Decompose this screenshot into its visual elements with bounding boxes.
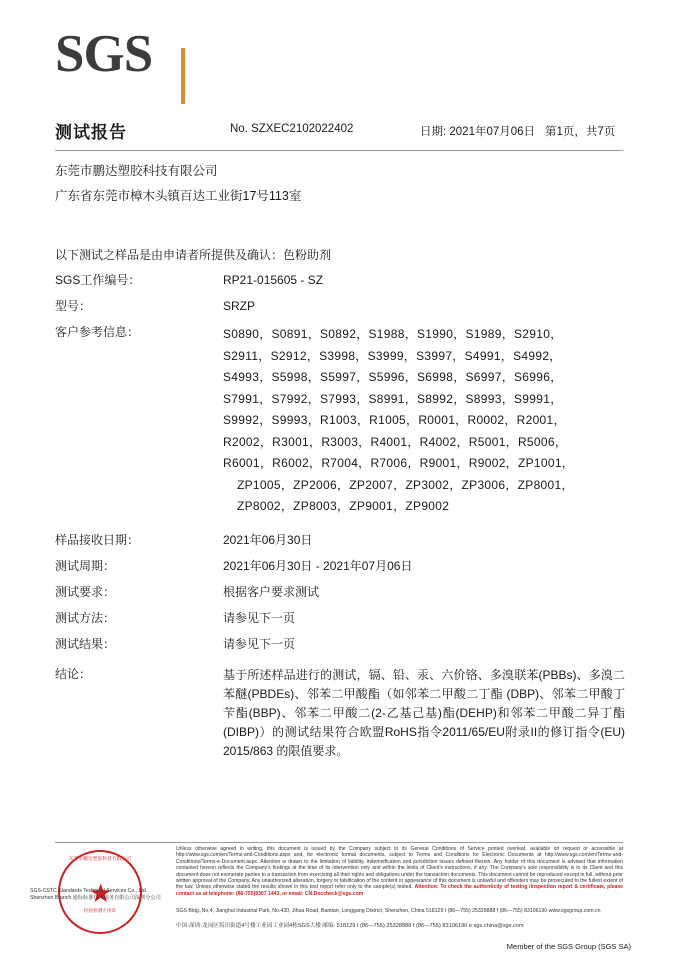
sgs-entity-line-1: SGS-CSTC Standards Technical Services Co., Ltd. (30, 888, 148, 894)
client-ref-line: ZP1005，ZP2006，ZP2007，ZP3002，ZP3006，ZP8001， (237, 477, 574, 492)
page-indicator: 第1页，共7页 (545, 126, 616, 138)
conclusion-text: 基于所述样品进行的测试，镉、铅、汞、六价铬、多溴联苯(PBBs)、多溴二苯醚(PBDEs)、邻苯二甲酸酯（如邻苯二甲酸二丁酯 (DBP)、邻苯二甲酸丁苄酯(BBP)、邻苯二甲酸二(2-乙基己基)酯(DEHP)和邻苯二甲酸二异丁酯(DIBP)）的测试结果符合欧盟RoHS指令2011/65/EU附录II的修订指令(EU) 2015/863 的限值要求。 (223, 667, 625, 758)
report-number: No. SZXEC2102022402 (230, 123, 354, 135)
field-value: SRZP (223, 299, 256, 313)
sgs-group-member-note: Member of the SGS Group (SGS SA) (506, 942, 631, 951)
field-row-model (55, 298, 625, 315)
field-label: SGS工作编号： (55, 273, 141, 287)
star-icon: ★ (89, 878, 113, 908)
field-row-conclusion (55, 666, 625, 761)
field-row-test-result (55, 636, 625, 653)
field-row-job-number (55, 272, 625, 289)
field-label: 结论： (55, 666, 92, 681)
sgs-logo-accent-bar (181, 48, 185, 104)
sgs-address-en: SGS Bldg.,No.4, Jianghui Industrial Park, No.430, Jihua Road, Bantian, Longgang District, Shenzhen, China 518129 t (86—755) 25328888 f (86—755) 83106190 www.sgsgroup.com.cn (176, 908, 601, 914)
report-header-row (55, 118, 625, 144)
field-label: 测试周期： (55, 558, 116, 573)
field-row-test-method (55, 610, 625, 627)
report-date: 日期: 2021年07月06日 (420, 126, 536, 138)
sgs-address-cn: 中国·深圳·龙岗区坂田街道4号楼工业园工业园4栋SGS大楼 邮编: 518129 t (86—755) 25328888 f (86—755) 83106190 e sgs.china@sgs.com (176, 923, 524, 929)
seal-mid-text: 检验检测专用章 (83, 908, 117, 913)
footer-divider (55, 842, 623, 843)
client-ref-line: S9992，S9993，R1003，R1005，R0001，R0002，R2001， (223, 413, 566, 427)
field-label: 样品接收日期： (55, 532, 140, 547)
legal-disclaimer (176, 846, 623, 897)
header-divider (55, 150, 623, 151)
field-row-test-requirement (55, 584, 625, 601)
field-value: 请参见下一页 (223, 610, 296, 625)
client-ref-line: S4993，S5998，S5997，S5996，S6998，S6997，S6996， (223, 370, 563, 384)
field-label: 测试结果： (55, 636, 116, 651)
field-row-test-period (55, 558, 625, 575)
legal-attention-text: Attention: To check the authenticity of testing /inspection report & certificate, please contact us at telephone: (86-755)8307 1443, or email: CN.Doccheck@sgs.com (176, 884, 623, 897)
client-company-address: 广东省东莞市樟木头镇百达工业街17号113室 (55, 189, 302, 203)
field-label: 客户参考信息： (55, 325, 140, 339)
legal-disclaimer-text: Unless otherwise agreed in writing, this document is issued by the Company subject to its General Conditions of Service printed overleaf, available on request or accessible at http://www.sgs.com/en/Terms-and-Conditions.aspx and, for electronic format documents, subject to Terms and Conditions for Electronic Documents at http://www.sgs.com/en/Terms-and-Conditions/Terms-e-Document.aspx. Attention is drawn to the limitation of liability, indemnification and jurisdiction issues defined therein. Any holder of this document is advised that information contained hereon reflects the Company's findings at the time of its intervention only and within the limits of Client's instructions, if any. The Company's sole responsibility is to its Client and this document does not exonerate parties to a transaction from exercising all their rights and obligations under the transaction documents. This document cannot be reproduced except in full, without prior written approval of the Company. Any unauthorized alteration, forgery or falsification of the content or appearance of this document is unlawful and offenders may be prosecuted to the fullest extent of the law. Unless otherwise stated the results shown in this test report refer only to the sample(s) tested. (176, 846, 623, 891)
page-title: 测试报告 (55, 123, 127, 142)
client-ref-line: R6001，R6002，R7004，R7006，R9001，R9002，ZP1001， (223, 456, 575, 470)
client-ref-line: R2002，R3001，R3003，R4001，R4002，R5001，R5006， (223, 434, 568, 449)
field-value: 2021年06月30日 (223, 532, 313, 547)
client-ref-line: ZP8002，ZP8003，ZP9001，ZP9002 (237, 499, 450, 513)
report-fields (55, 272, 625, 770)
field-label: 测试要求： (55, 584, 116, 599)
field-row-sample-received-date (55, 532, 625, 549)
sample-intro-line: 以下测试之样品是由申请者所提供及确认：色粉助剂 (55, 248, 332, 262)
sgs-entity-name (30, 888, 180, 902)
field-value: 请参见下一页 (223, 636, 296, 651)
seal-top-text: 东莞市鹏达塑胶科技有限公司 (68, 856, 132, 861)
sgs-entity-line-2: Shenzhen Branch 通标标准技术服务有限公司深圳分公司 (30, 895, 161, 901)
field-value: 根据客户要求测试 (223, 584, 320, 599)
client-reference-list (223, 324, 625, 518)
field-row-client-reference (55, 324, 625, 518)
client-ref-line: S0890，S0891，S0892，S1988，S1990，S1989，S2910， (223, 327, 563, 341)
field-label: 型号： (55, 299, 92, 313)
field-value: RP21-015605 - SZ (223, 273, 324, 287)
sgs-logo-text: SGS (55, 25, 153, 83)
client-ref-line: S2911，S2912，S3998，S3999，S3997，S4991，S4992， (223, 348, 562, 363)
client-ref-line: S7991，S7992，S7993，S8991，S8992，S8993，S9991， (223, 391, 563, 406)
client-company-name: 东莞市鹏达塑胶科技有限公司 (55, 164, 218, 178)
sgs-logo (55, 26, 235, 96)
field-label: 测试方法： (55, 610, 116, 625)
field-value: 2021年06月30日 - 2021年07月06日 (223, 558, 413, 573)
